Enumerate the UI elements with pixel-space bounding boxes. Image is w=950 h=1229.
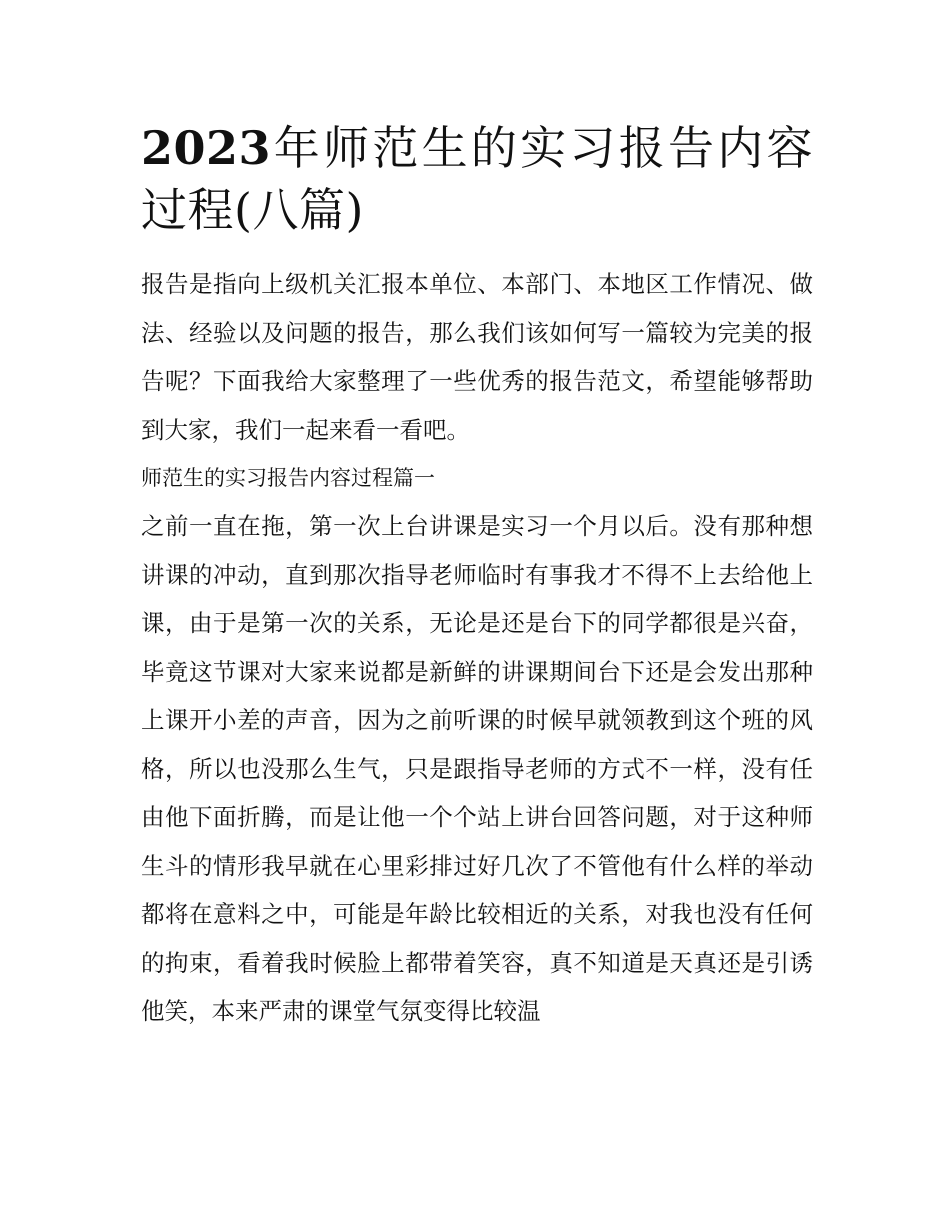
section-heading: 师范生的实习报告内容过程篇一 [141, 466, 435, 490]
title-text: 年师范生的实习报告内容过程(八篇) [141, 121, 813, 237]
intro-paragraph: 报告是指向上级机关汇报本单位、本部门、本地区工作情况、做法、经验以及问题的报告，那么我们该如何写一篇较为完美的报告呢？下面我给大家整理了一些优秀的报告范文，希望能够帮助到大家，我们一起来看一看吧。 [141, 270, 813, 444]
title-year: 2023 [141, 121, 272, 175]
body-paragraph: 之前一直在拖，第一次上台讲课是实习一个月以后。没有那种想讲课的冲动，直到那次指导老师临时有事我才不得不上去给他上课，由于是第一次的关系，无论是还是台下的同学都很是兴奋，毕竟这节课对大家来说都是新鲜的讲课期间台下还是会发出那种上课开小差的声音，因为之前听课的时候早就领教到这个班的风格，所以也没那么生气，只是跟指导老师的方式不一样，没有任由他下面折腾，而是让他一个个站上讲台回答问题，对于这种师生斗的情形我早就在心里彩排过好几次了不管他有什么样的举动都将在意料之中，可能是年龄比较相近的关系，对我也没有任何的拘束，看着我时候脸上都带着笑容，真不知道是天真还是引诱他笑，本来严肃的课堂气氛变得比较温 [141, 512, 813, 1025]
document-content [141, 117, 813, 1036]
document-title [141, 117, 813, 241]
